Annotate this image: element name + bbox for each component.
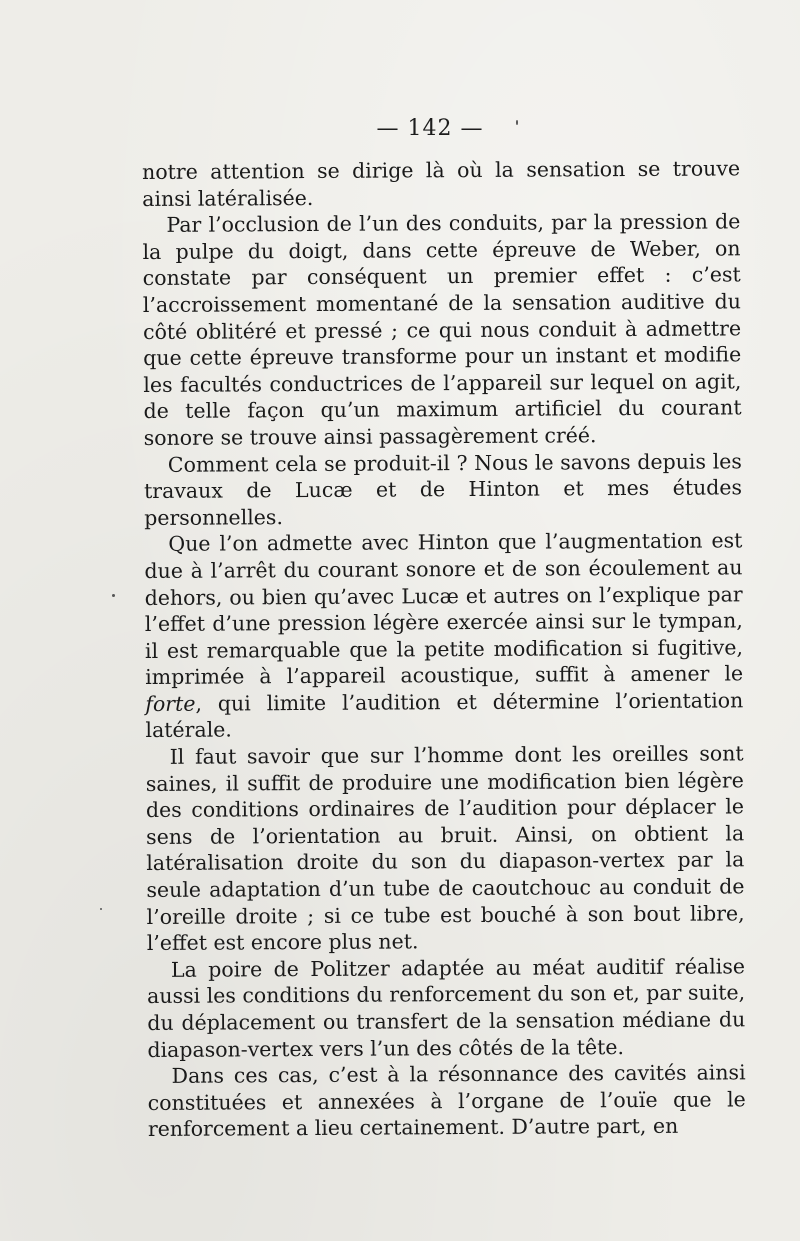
page-number: — 142 — — [376, 116, 484, 141]
paragraph — [142, 209, 741, 452]
text-run: notre attention se dirige là où la sensation se trouve ainsi latéralisée. — [142, 156, 741, 211]
print-speck — [112, 594, 115, 597]
body-text — [142, 155, 746, 1143]
text-run: Comment cela se produit-il ? Nous le savons depuis les travaux de Lucæ et de Hinton et mes études personnelles. — [143, 448, 743, 530]
italic-term: forte — [145, 691, 196, 716]
paragraph — [144, 448, 742, 531]
text-run: Que l’on admette avec Hinton que l’augmentation est due à l’arrêt du courant sonore et de son écoulement au dehors, ou bien qu’avec Lucæ et autres on l’explique par l’effet d’une pression légère exercée ainsi sur le tympan, il est remarquable que la petite modification si fugitive, imprimée à l’appareil acoustique, suffit à amener le — [144, 528, 744, 690]
text-run: Dans ces cas, c’est à la résonnance des cavités ainsi constituées et annexées à l’organe de l’ouïe que le renforcement a lieu certainement. D’autre part, en — [147, 1060, 746, 1142]
text-run: Par l’occlusion de l’un des conduits, par la pression de la pulpe du doigt, dans cette épreuve de Weber, on constate par conséquent un premier effet : c’est l’accroissement momentané de la sensation auditive du côté oblitéré et pressé ; ce qui nous conduit à admettre que cette épreuve transforme pour un instant et modifie les facultés conductrices de l’appareil sur lequel on agit, de telle façon qu’un maximum artificiel du courant sonore se trouve ainsi passagèrement créé. — [142, 209, 742, 450]
paragraph — [148, 1060, 746, 1143]
paragraph — [147, 953, 746, 1063]
text-run: La poire de Politzer adaptée au méat auditif réalise aussi les conditions du renforcement du son et, par suite, du déplacement ou transfert de la sensation médiane du diapason-vertex vers l’un des côtés de la tête. — [147, 954, 746, 1062]
paragraph — [142, 155, 740, 212]
paragraph — [144, 528, 743, 744]
print-speck — [516, 120, 518, 125]
text-run: Il faut savoir que sur l’homme dont les oreilles sont saines, il suffit de produire une modification bien légère des conditions ordinaires de l’audition pour déplacer le sens de l’orientation au bruit. Ainsi, on obtient la latéralisation droite du son du diapason-vertex par la seule adaptation d’un tube de caoutchouc au conduit de l’oreille droite ; si ce tube est bouché à son bout libre, l’effet est encore plus net. — [145, 741, 745, 956]
text-run: , qui limite l’audition et détermine l’orientation latérale. — [145, 688, 744, 743]
print-speck — [100, 908, 102, 910]
paragraph — [146, 740, 745, 956]
